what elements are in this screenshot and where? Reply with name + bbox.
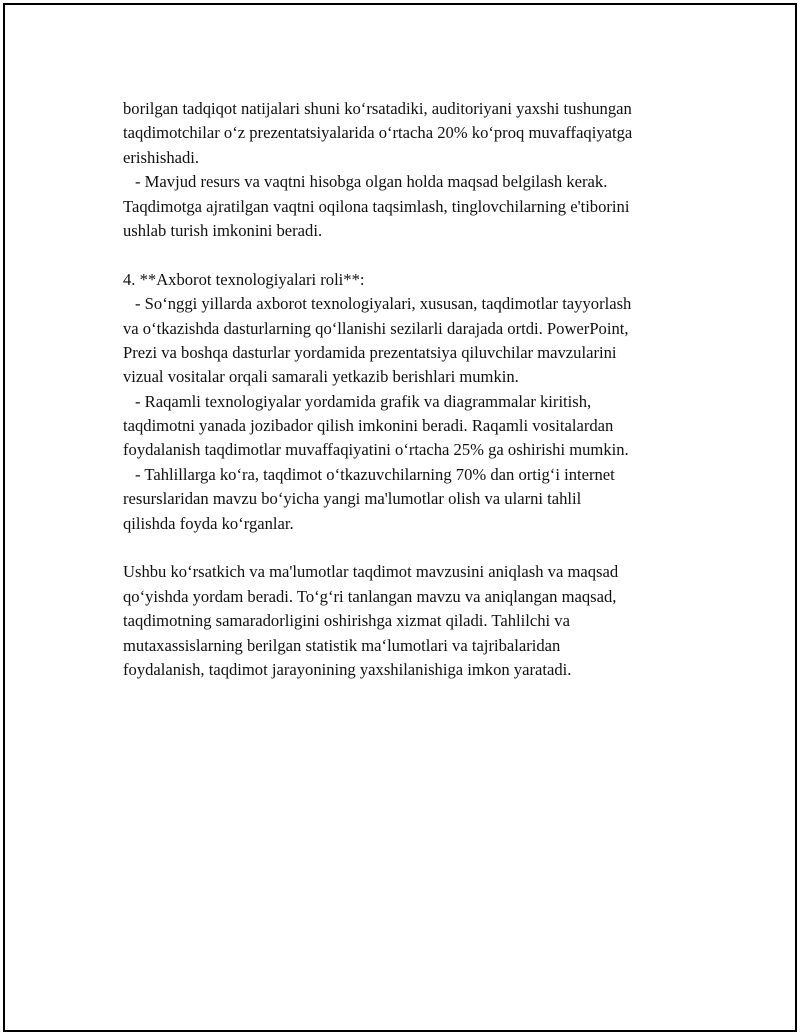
text-line: vizual vositalar orqali samarali yetkazib berishlari mumkin. <box>123 367 519 387</box>
bullet-line <box>123 170 693 194</box>
text-line: borilgan tadqiqot natijalari shuni koʻrsatadiki, auditoriyani yaxshi tushungan <box>123 99 632 118</box>
bullet-text: - Soʻnggi yillarda axborot texnologiyalari, xususan, taqdimotlar tayyorlash <box>135 294 632 314</box>
text-line: erishishadi. <box>123 147 200 167</box>
conclusion-line: taqdimotning samaradorligini oshirishga xizmat qiladi. Tahlilchi va <box>123 611 570 631</box>
paragraph-gap <box>123 536 693 560</box>
text-line: ushlab turish imkonini beradi. <box>123 220 323 240</box>
text-line: foydalanish taqdimotlar muvaffaqiyatini oʻrtacha 25% ga oshirishi mumkin. <box>123 440 629 460</box>
text-line: Taqdimotga ajratilgan vaqtni oqilona taqsimlash, tinglovchilarning e'tiborini <box>123 196 630 216</box>
text-line: va oʻtkazishda dasturlarning qoʻllanishi sezilarli darajada ortdi. PowerPoint, <box>123 318 629 338</box>
page-content <box>123 97 693 682</box>
bullet-line <box>123 292 693 316</box>
text-line: taqdimotchilar oʻz prezentatsiyalarida oʻrtacha 20% koʻproq muvaffaqiyatga <box>123 123 633 143</box>
conclusion-line: foydalanish, taqdimot jarayonining yaxshilanishiga imkon yaratadi. <box>123 659 572 679</box>
text-line: taqdimotni yanada jozibador qilish imkonini beradi. Raqamli vositalardan <box>123 416 614 436</box>
text-line: resurslaridan mavzu boʻyicha yangi ma'lumotlar olish va ularni tahlil <box>123 489 582 509</box>
bullet-text: - Tahlillarga koʻra, taqdimot oʻtkazuvchilarning 70% dan ortigʻi internet <box>135 464 615 484</box>
paragraph-gap <box>123 243 693 267</box>
conclusion-line: mutaxassislarning berilgan statistik maʻlumotlari va tajribalaridan <box>123 635 561 655</box>
bullet-text: - Mavjud resurs va vaqtni hisobga olgan holda maqsad belgilash kerak. <box>135 172 608 192</box>
bullet-text: - Raqamli texnologiyalar yordamida grafik va diagrammalar kiritish, <box>135 391 592 411</box>
conclusion-line: qoʻyishda yordam beradi. Toʻgʻri tanlangan mavzu va aniqlangan maqsad, <box>123 586 617 606</box>
page-frame <box>3 3 797 1032</box>
conclusion-line: Ushbu koʻrsatkich va ma'lumotlar taqdimot mavzusini aniqlash va maqsad <box>123 562 619 582</box>
text-line: qilishda foyda koʻrganlar. <box>123 513 294 533</box>
bullet-line <box>123 463 693 487</box>
section-heading: 4. **Axborot texnologiyalari roli**: <box>123 269 365 289</box>
bullet-line <box>123 390 693 414</box>
text-line: Prezi va boshqa dasturlar yordamida prezentatsiya qiluvchilar mavzularini <box>123 342 617 362</box>
